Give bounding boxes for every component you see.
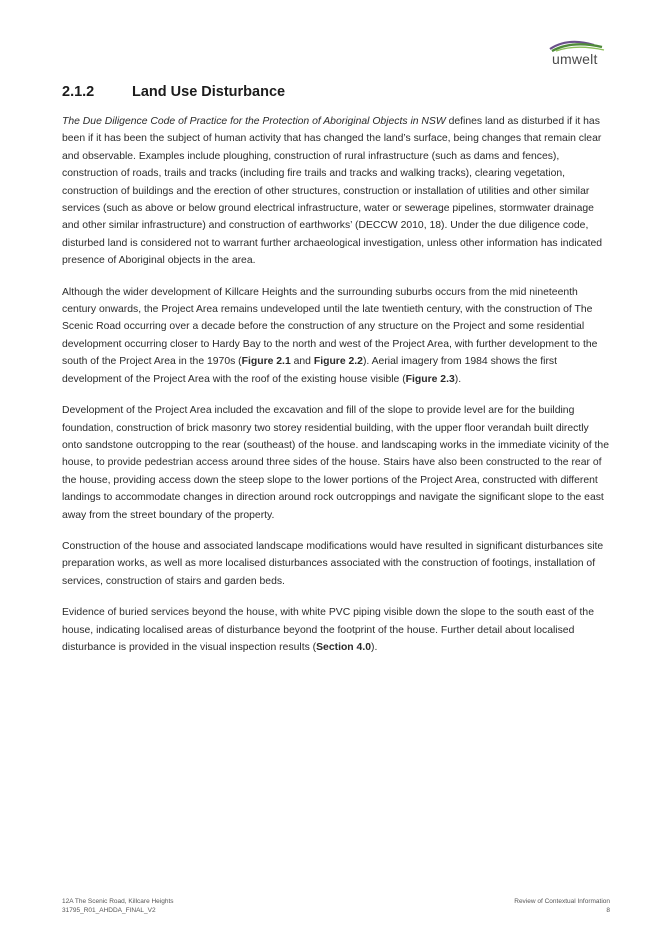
footer-doc-id: 31795_R01_AHDDA_FINAL_V2 xyxy=(62,907,156,914)
footer-left xyxy=(62,897,174,915)
paragraph-5 xyxy=(62,604,610,656)
footer-right xyxy=(514,897,610,915)
footer-address: 12A The Scenic Road, Killcare Heights xyxy=(62,898,174,905)
paragraph-1-text: defines land as disturbed if it has been if it has been the subject of human activity that has changed the land’s surface, being changes that remain clear and observable. Examples include ploughing, construction of rural infrastructure (such as dams and fences), construction of roads, trails and tracks (including fire trails and tracks and walking tracks), clearing vegetation, construction of buildings and the erection of other structures, construction or installation of utilities and other similar services (such as above or below ground electrical infrastructure, water or sewerage pipelines, stormwater drainage and other similar infrastructure) and construction of earthworks’ (DECCW 2010, 18). Under the due diligence code, disturbed land is considered not to warrant further archaeological investigation, unless other information has indicated presence of Aboriginal objects in the area. xyxy=(62,116,603,267)
page-number: 8 xyxy=(606,907,610,914)
paragraph-2-text-c: ). xyxy=(454,373,462,385)
section-number: 2.1.2 xyxy=(62,84,95,100)
logo-wordmark: umwelt xyxy=(552,51,598,67)
body-text xyxy=(62,113,610,670)
figure-ref-2-2: Figure 2.2 xyxy=(313,356,363,368)
code-of-practice-title: The Due Diligence Code of Practice for the Protection of Aboriginal Objects in NSW xyxy=(62,116,446,127)
figure-ref-2-1: Figure 2.1 xyxy=(241,356,291,368)
paragraph-4: Construction of the house and associated landscape modifications would have resulted in significant disturbances site preparation works, as well as more localised disturbances associated with the construction of footings, installation of services, construction of stairs and garden beds. xyxy=(62,540,604,587)
umwelt-logo xyxy=(546,38,606,70)
paragraph-2-and: and xyxy=(290,356,314,368)
paragraph-1 xyxy=(62,113,610,270)
footer-section-title: Review of Contextual Information xyxy=(514,898,610,905)
figure-ref-2-3: Figure 2.3 xyxy=(405,373,455,385)
logo-hills-icon xyxy=(546,38,606,52)
section-title: Land Use Disturbance xyxy=(132,84,286,100)
paragraph-2-text-b: ). Aerial imagery from 1984 shows the first development of the Project Area with the roof of the existing house visible ( xyxy=(62,356,557,385)
paragraph-3: Development of the Project Area included the excavation and fill of the slope to provide level are for the building foundation, construction of brick masonry two storey residential building, with the upper floor verandah built directly onto sandstone outcropping to the rear (southeast) of the house. and landscaping works in the immediate vicinity of the house, to provide pedestrian access around three sides of the house. Stairs have also been constructed to the rear of the house, providing access down the steep slope to the lower portions of the Project Area, constructed with different landings to accommodate changes in direction around rock outcroppings and navigate the significant slope to the east away from the street boundary of the property. xyxy=(62,405,609,521)
paragraph-5-text-a: Evidence of buried services beyond the house, with white PVC piping visible down the slope to the south east of the house, indicating localised areas of disturbance beyond the footprint of the house. Further detail about localised disturbance is provided in the visual inspection results ( xyxy=(62,607,594,653)
section-heading xyxy=(62,84,285,100)
paragraph-5-text-b: ). xyxy=(371,641,378,653)
paragraph-2-text-a: Although the wider development of Killcare Heights and the surrounding suburbs occurs from the mid nineteenth century onwards, the Project Area remains undeveloped until the late twentieth century, with the construction of The Scenic Road occurring over a decade before the construction of any structure on the Project and some residential development occurring closer to Hardy Bay to the north and west of the Project Area, with further development to the south of the Project Area in the 1970s ( xyxy=(62,286,598,368)
section-ref-4-0: Section 4.0 xyxy=(316,641,371,653)
paragraph-2 xyxy=(62,284,610,388)
